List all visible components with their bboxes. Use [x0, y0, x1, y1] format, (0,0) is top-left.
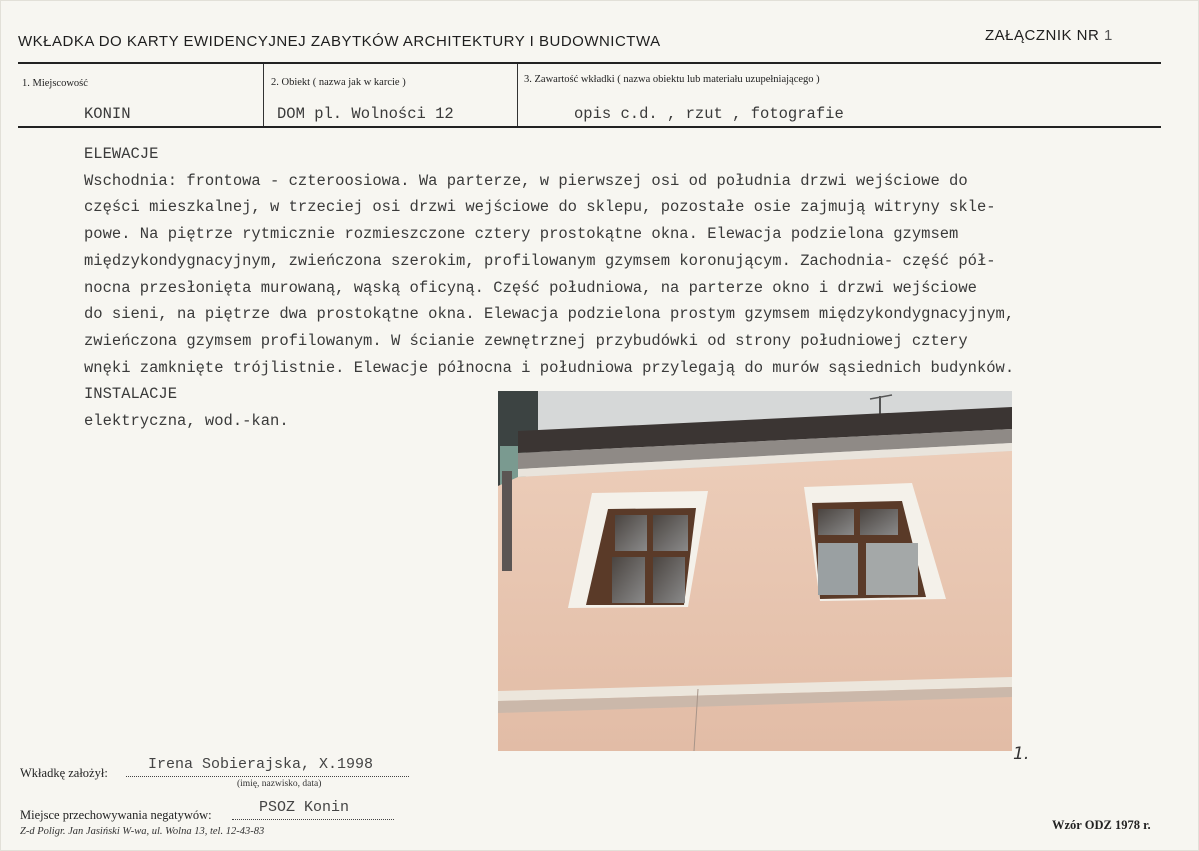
description-line: wnęki zamknięte trójlistnie. Elewacje północna i południowa przylegają do murów sąsiednich budynków. [84, 358, 1015, 377]
locality-label: 1. Miejscowość [22, 78, 88, 89]
created-by-dotline [126, 775, 409, 777]
locality-value: KONIN [84, 105, 131, 123]
photo-number: 1. [1013, 744, 1030, 764]
form-code: Wzór ODZ 1978 r. [1052, 818, 1151, 832]
description-line: do sieni, na piętrze dwa prostokątne okna. Elewacja podzielona prostym gzymsem międzykondygnacyjnym, [84, 305, 1015, 324]
object-value: DOM pl. Wolności 12 [277, 105, 454, 123]
negatives-value: PSOZ Konin [259, 799, 350, 816]
description-line: międzykondygnacyjnym, zwieńczona szerokim, profilowanym gzymsem koronującym. Zachodnia- część pół- [84, 251, 996, 270]
description-line: powe. Na piętrze rytmicznie rozmieszczone cztery prostokątne okna. Elewacja podzielona gzymsem [84, 225, 959, 244]
content-value: opis c.d. , rzut , fotografie [574, 105, 844, 123]
form-title: WKŁADKA DO KARTY EWIDENCYJNEJ ZABYTKÓW ARCHITEKTURY I BUDOWNICTWA [18, 33, 661, 50]
negatives-label: Miejsce przechowywania negatywów: [20, 808, 212, 822]
description-line: elektryczna, wod.-kan. [84, 412, 289, 431]
description-line: nocna przesłonięta murowaną, wąską oficyną. Część południowa, na parterze okno i drzwi wejściowe [84, 278, 977, 297]
annex-number: 1 [1104, 27, 1113, 44]
created-by-value: Irena Sobierajska, X.1998 [148, 756, 374, 773]
bottom-rule [18, 126, 1161, 128]
printer-note: Z-d Poligr. Jan Jasiński W-wa, ul. Wolna 13, tel. 12-43-83 [20, 826, 265, 837]
description-line: zwieńczona gzymsem profilowanym. W ścianie zewnętrznej przybudówki od strony południowej cztery [84, 331, 968, 350]
content-label: 3. Zawartość wkładki ( nazwa obiektu lub materiału uzupełniającego ) [524, 74, 820, 85]
annex-label [985, 27, 1113, 44]
description-line: INSTALACJE [84, 385, 178, 404]
annex-label-text: ZAŁĄCZNIK NR [985, 27, 1100, 44]
description-line: części mieszkalnej, w trzeciej osi drzwi wejściowe do sklepu, pozostałe osie zajmują witryny skle- [84, 198, 996, 217]
description-line: ELEWACJE [84, 145, 159, 163]
description-line: Wschodnia: frontowa - czteroosiowa. Wa parterze, w pierwszej osi od południa drzwi wejściowe do [84, 171, 968, 190]
facade-photo [498, 391, 1012, 751]
negatives-dotline [232, 818, 394, 820]
column-divider-2 [517, 64, 518, 126]
created-by-label: Wkładkę założył: [20, 766, 108, 780]
top-rule [18, 62, 1161, 64]
object-label: 2. Obiekt ( nazwa jak w karcie ) [271, 77, 406, 88]
created-by-hint: (imię, nazwisko, data) [237, 779, 322, 789]
column-divider-1 [263, 64, 264, 126]
